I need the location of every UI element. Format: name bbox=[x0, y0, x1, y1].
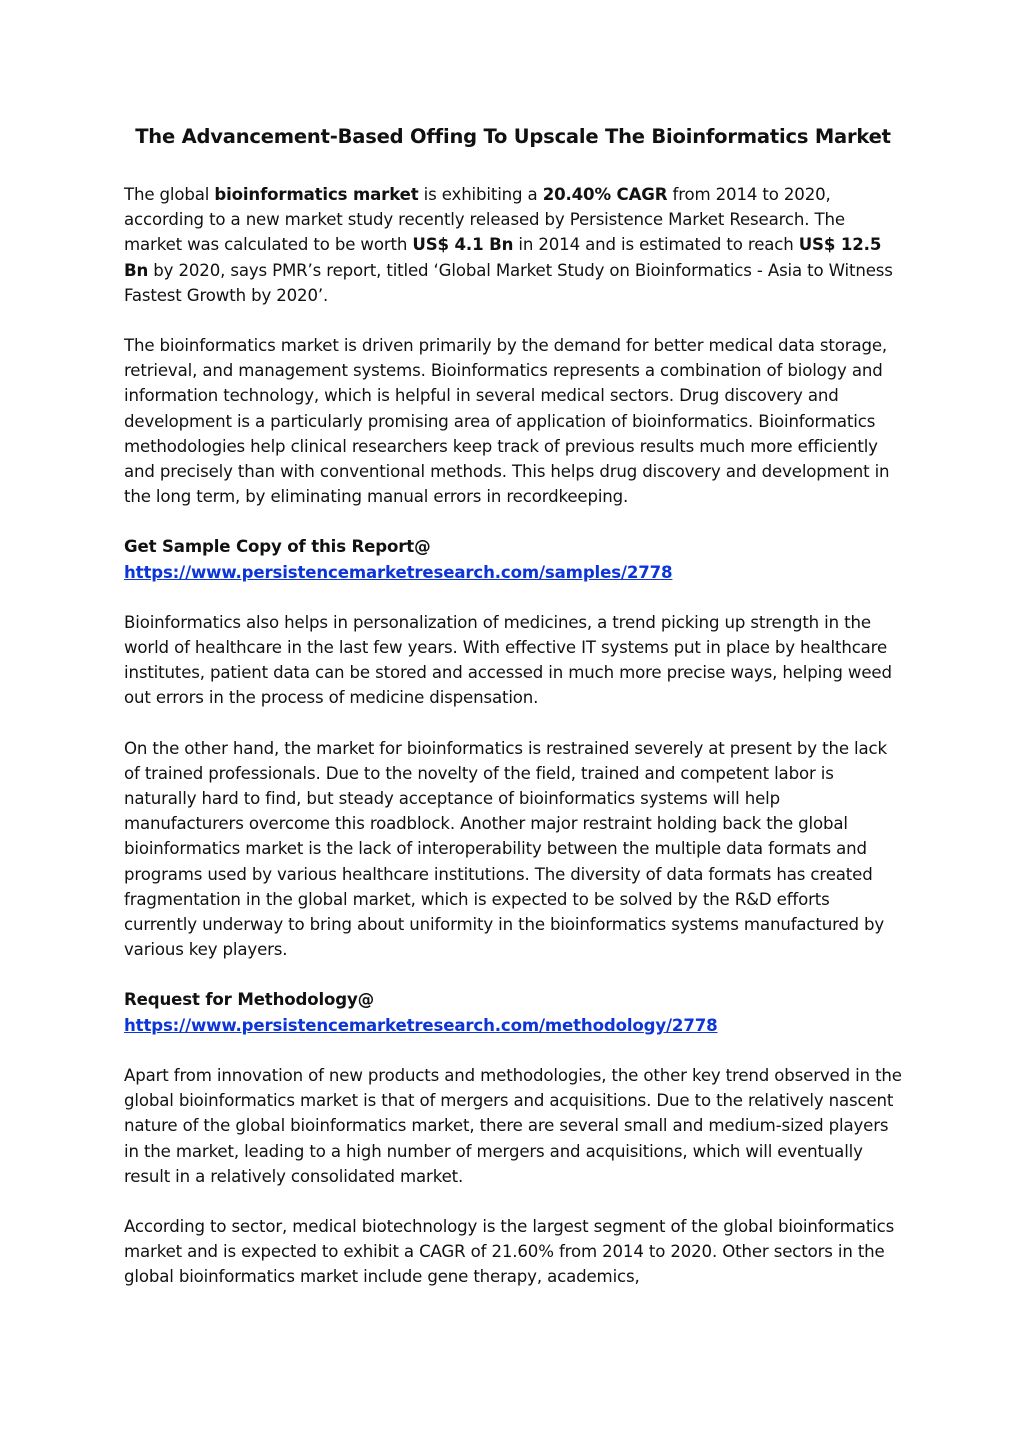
sector-paragraph: According to sector, medical biotechnology is the largest segment of the global bioinformatics market and is expected to exhibit a CAGR of 21.60% from 2014 to 2020. Other sectors in the global bioinformatics market include gene therapy, academics, bbox=[124, 1216, 895, 1287]
intro-text-4: in 2014 and is estimated to reach bbox=[513, 235, 799, 255]
intro-bold-market: bioinformatics market bbox=[214, 185, 419, 204]
drivers-paragraph: The bioinformatics market is driven primarily by the demand for better medical data storage, retrieval, and management systems. Bioinformatics represents a combination of biology and information technology, which is helpful in several medical sectors. Drug discovery and development is a particularly promising area of application of bioinformatics. Bioinformatics methodologies help clinical researchers keep track of previous results much more efficiently and precisely than with conventional methods. This helps drug discovery and development in the long term, by eliminating manual errors in recordkeeping. bbox=[124, 336, 890, 507]
intro-bold-2020-value: US$ 12.5 Bn bbox=[124, 235, 882, 280]
methodology-request-link[interactable]: https://www.persistencemarketresearch.com/methodology/2778 bbox=[124, 1015, 718, 1035]
intro-bold-2014-value: US$ 4.1 Bn bbox=[412, 235, 514, 255]
intro-text-1: The global bbox=[124, 185, 215, 204]
mergers-paragraph: Apart from innovation of new products and methodologies, the other key trend observed in the global bioinformatics market is that of mergers and acquisitions. Due to the relatively nascent nature of the global bioinformatics market, there are several small and medium-sized players in the market, leading to a high number of mergers and acquisitions, which will eventually result in a relatively consolidated market. bbox=[124, 1065, 902, 1186]
sample-request-link[interactable]: https://www.persistencemarketresearch.com/samples/2778 bbox=[124, 562, 673, 582]
intro-bold-cagr: 20.40% CAGR bbox=[542, 185, 668, 204]
intro-text-2: is exhibiting a bbox=[418, 185, 543, 204]
methodology-request-label: Request for Methodology@ bbox=[124, 990, 375, 1010]
document-body bbox=[124, 124, 902, 1315]
intro-text-5: by 2020, says PMR’s report, titled ‘Global Market Study on Bioinformatics - Asia to Witness Fastest Growth by 2020’. bbox=[124, 260, 893, 305]
restraints-paragraph: On the other hand, the market for bioinformatics is restrained severely at present by the lack of trained professionals. Due to the novelty of the field, trained and competent labor is naturally hard to find, but steady acceptance of bioinformatics systems will help manufacturers overcome this roadblock. Another major restraint holding back the global bioinformatics market is the lack of interoperability between the multiple data formats and programs used by various healthcare institutions. The diversity of data formats has created fragmentation in the global market, which is expected to be solved by the R&D efforts currently underway to bring about uniformity in the bioinformatics systems manufactured by various key players. bbox=[124, 738, 887, 960]
intro-text-3: from 2014 to 2020, according to a new market study recently released by Persistence Market Research. The market was calculated to be worth bbox=[124, 185, 845, 255]
intro-paragraph bbox=[124, 182, 902, 308]
sample-request-block bbox=[124, 534, 902, 584]
sample-request-label: Get Sample Copy of this Report@ bbox=[124, 537, 431, 557]
personalization-paragraph: Bioinformatics also helps in personalization of medicines, a trend picking up strength in the world of healthcare in the last few years. With effective IT systems put in place by healthcare institutes, patient data can be stored and accessed in much more precise ways, helping weed out errors in the process of medicine dispensation. bbox=[124, 612, 892, 708]
document-title: The Advancement-Based Offing To Upscale The Bioinformatics Market bbox=[135, 125, 891, 148]
methodology-request-block bbox=[124, 987, 902, 1037]
